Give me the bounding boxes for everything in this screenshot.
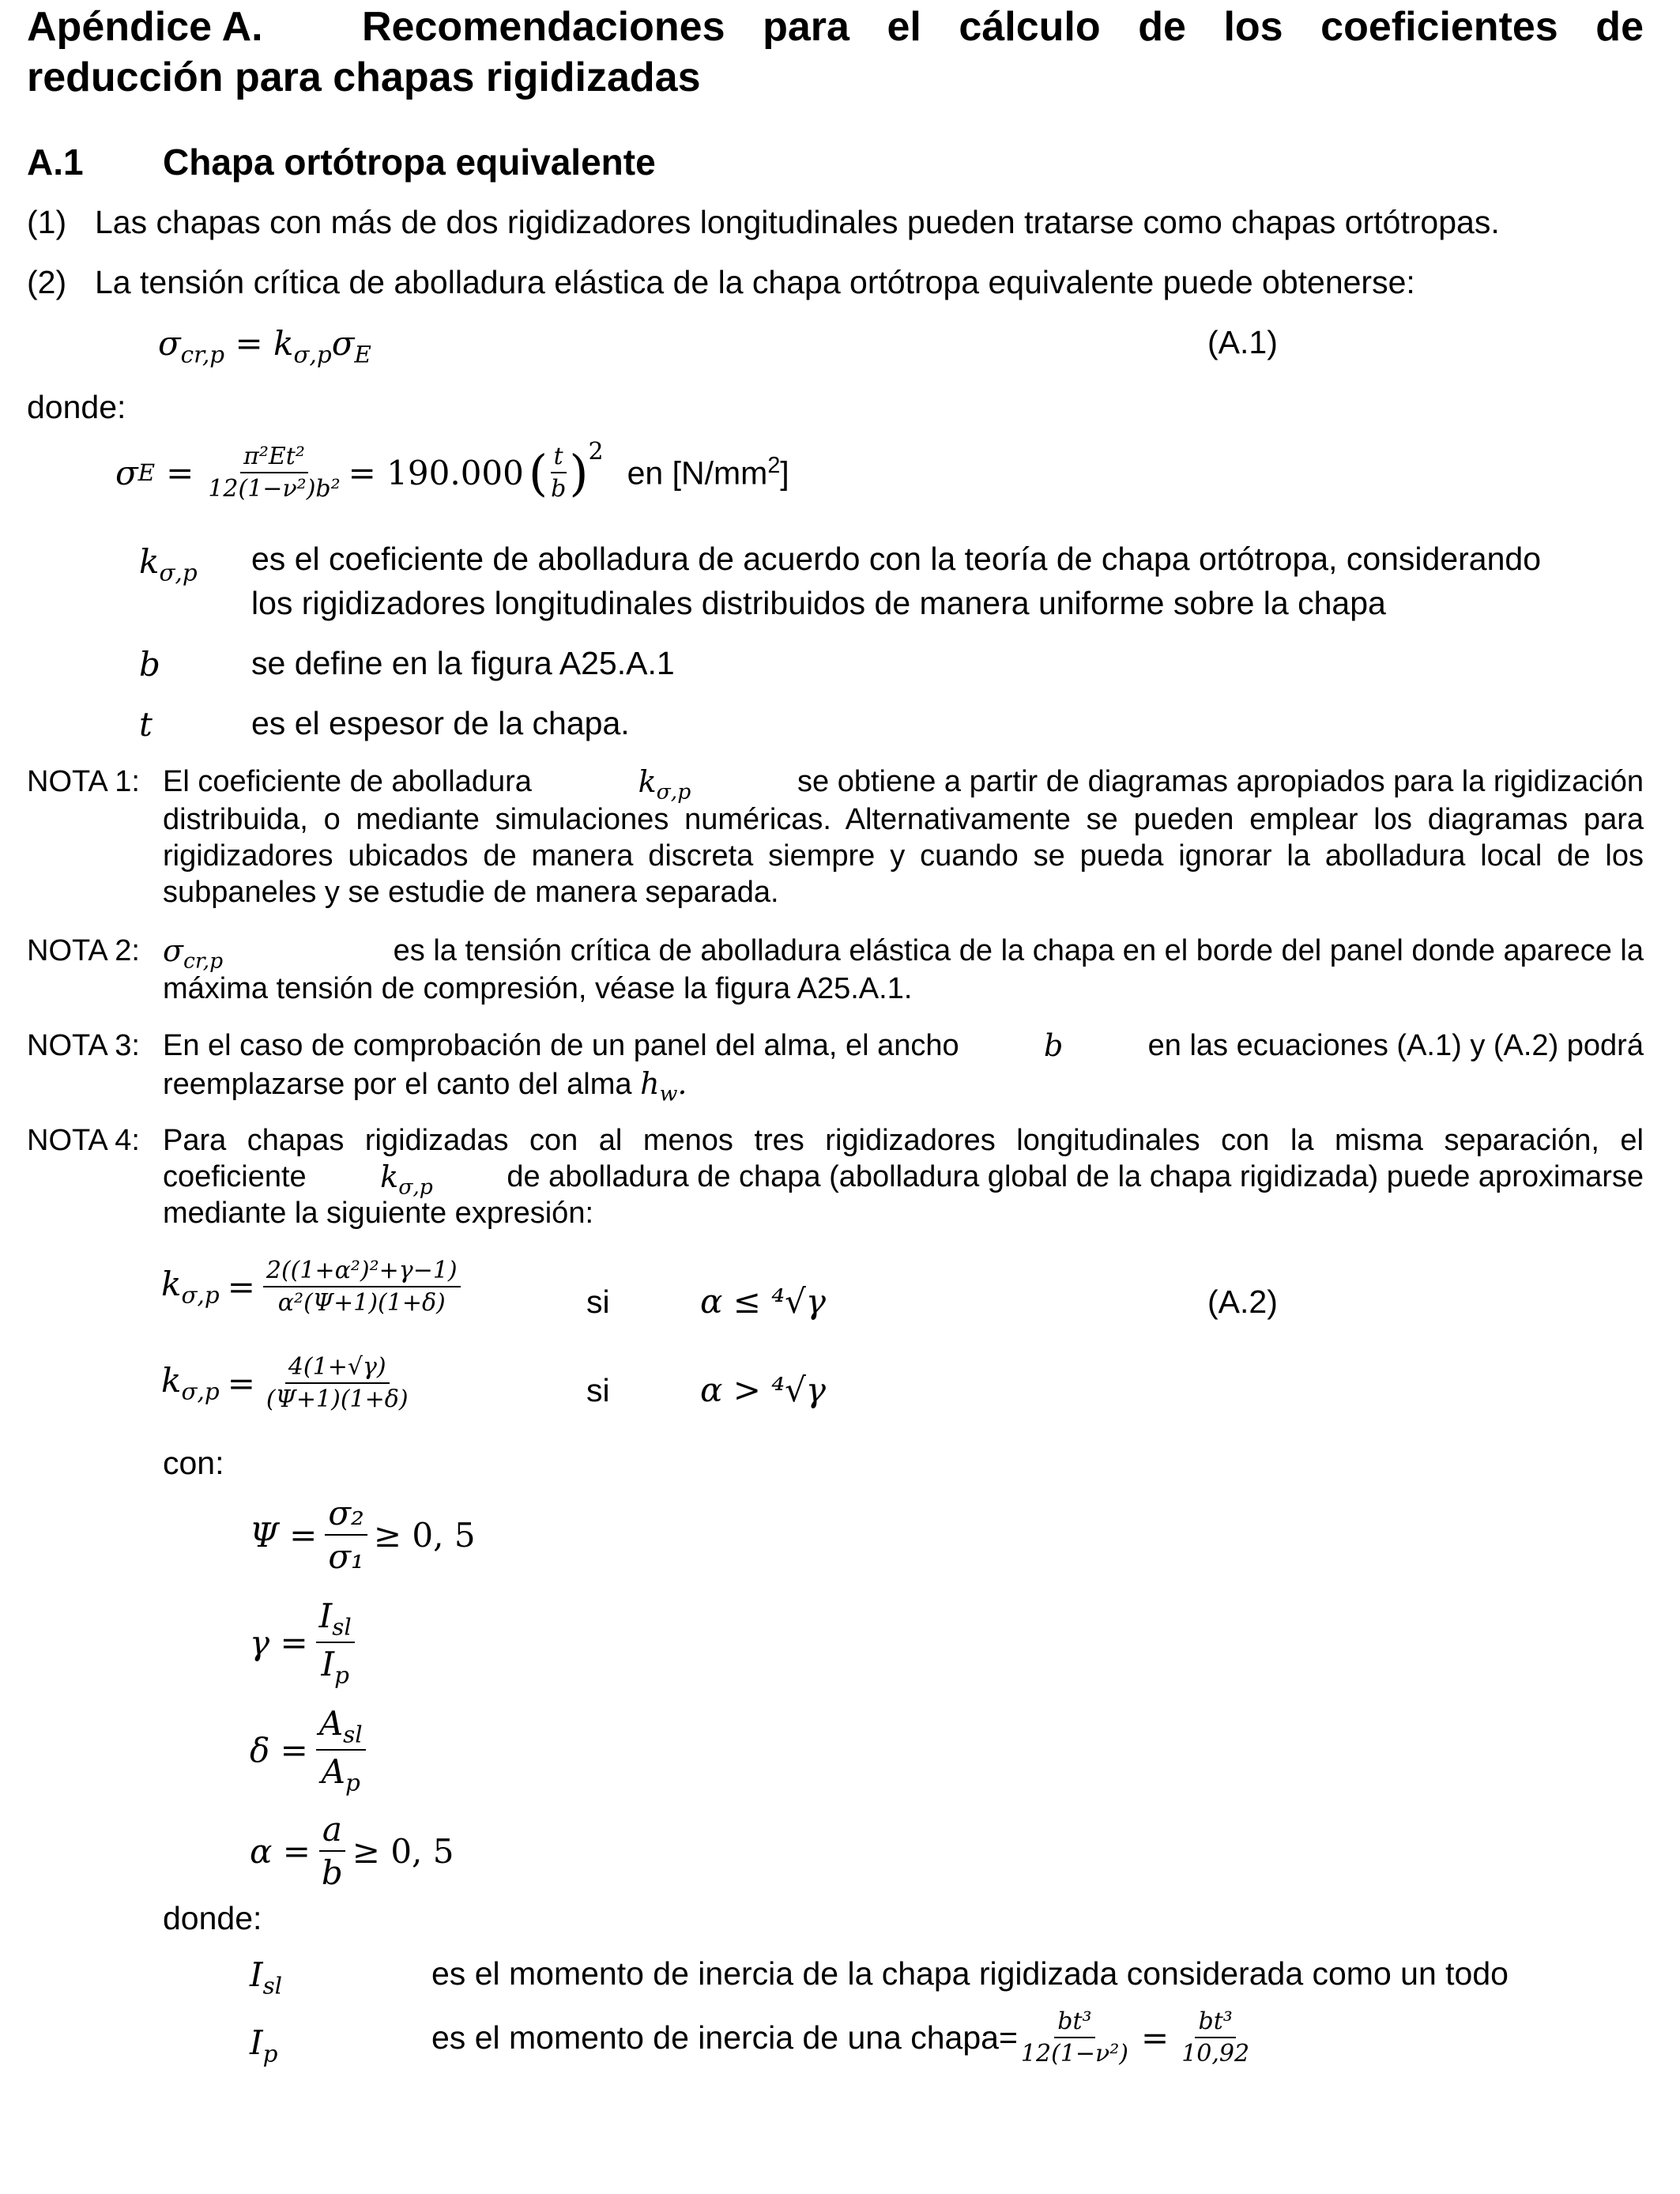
ip-fraction-2: $\frac{\text{bt³}}{10,92}$ <box>1181 2007 1250 2068</box>
alpha-fraction: $\frac{a}{b}$ <box>318 1810 346 1892</box>
note-2-line2: máxima tensión de compresión, véase la figura A25.A.1. <box>163 972 913 1005</box>
appendix-title-line2: reducción para chapas rigidizadas <box>27 55 701 100</box>
delta-definition: δ = $\frac{A_{sl}}{A_p}$ <box>250 1704 366 1796</box>
appendix-title-line1: Recomendaciones para el cálculo de los coeficientes de <box>362 4 1644 50</box>
note-3-line1: En el caso de comprobación de un panel del alma, el ancho b en las ecuaciones (A.1) y (A.2) podrá <box>163 1028 1644 1063</box>
note-1-line4: subpaneles y se estudie de manera separada. <box>163 876 779 909</box>
def-k-text-line1: es el coeficiente de abolladura de acuerdo con la teoría de chapa ortótropa, considerando <box>251 541 1542 577</box>
note-4-line1: Para chapas rigidizadas con al menos tres rigidizadores longitudinales con la misma separación, el <box>163 1124 1644 1157</box>
note-1-line3: rigidizadores ubicados de manera discreta siempre y cuando se pueda ignorar la abolladura local de los <box>163 839 1644 873</box>
equation-a2-tag: (A.2) <box>1207 1284 1278 1320</box>
def-t-text: es el espesor de la chapa. <box>251 705 630 741</box>
note-4-label: NOTA 4: <box>27 1124 140 1157</box>
paragraph-1-number: (1) <box>27 204 67 240</box>
donde-label-2: donde: <box>163 1900 262 1936</box>
note-1-label: NOTA 1: <box>27 765 140 798</box>
sigma-e-fraction: $\frac{\text{π²Et²}}{\text{12(1−ν²)b²}}$ <box>208 443 341 503</box>
t-over-b-fraction: $\frac{t}{b}$ <box>551 443 567 503</box>
equation-a2-row1-si: si <box>586 1284 610 1320</box>
def-t-symbol: t <box>139 705 153 744</box>
equation-a2-row2-fraction: $\frac{4(1+√\gamma)}{(\Psi+1)(1+\delta)}$ <box>266 1353 409 1413</box>
paragraph-1: Las chapas con más de dos rigidizadores longitudinales pueden tratarse como chapas ortótropas. <box>95 204 1500 240</box>
equation-a1-tag: (A.1) <box>1207 324 1278 360</box>
sigma-e-equation: σ E = $\frac{\text{π²Et²}}{\text{12(1−ν²)b²}}$ = 190.000 ( $\frac{t}{b}$ ) $^2$ en $[N/mm^2]$ <box>115 438 789 503</box>
def-b-text: se define en la figura A25.A.1 <box>251 645 675 681</box>
paragraph-2: La tensión crítica de abolladura elástica de la chapa ortótropa equivalente puede obtenerse: <box>95 264 1415 300</box>
equation-a2-row1-fraction: $\frac{\text{2((1+α²)²+γ−1)}}{\text{α²(Ψ+1)(1+δ)}}$ <box>263 1257 461 1317</box>
note-2-label: NOTA 2: <box>27 934 140 967</box>
note-4-line2: coeficiente $k_{\sigma,p}$ de abolladura de chapa (abolladura global de la chapa rigidizada) puede aproximarse <box>163 1159 1644 1200</box>
delta-fraction: $\frac{A_{sl}}{A_p}$ <box>316 1704 366 1796</box>
note-3-label: NOTA 3: <box>27 1029 140 1062</box>
equation-a2-row1: $k_{\sigma,p}$ = $\frac{\text{2((1+α²)²+γ−1)}}{\text{α²(Ψ+1)(1+δ)}}$ <box>161 1257 461 1317</box>
psi-fraction: $\frac{\text{σ₂}}{\text{σ₁}}$ <box>325 1494 367 1576</box>
equation-a2-row2-si: si <box>586 1372 610 1408</box>
equation-a2-row1-condition: α ≤ ⁴√γ <box>700 1282 826 1321</box>
def-ip-symbol: $I_p$ <box>250 2023 278 2068</box>
equation-a2-row2: $k_{\sigma,p}$ = $\frac{4(1+√\gamma)}{(\Psi+1)(1+\delta)}$ <box>161 1353 412 1413</box>
ip-fraction-1: $\frac{\text{bt³}}{\text{12(1−ν²)}}$ <box>1020 2007 1128 2068</box>
paragraph-2-number: (2) <box>27 264 67 300</box>
appendix-label: Apéndice A. <box>27 4 263 50</box>
psi-definition: Ψ = $\frac{\text{σ₂}}{\text{σ₁}}$ ≥ 0, 5 <box>250 1494 476 1576</box>
alpha-definition: α = $\frac{a}{b}$ ≥ 0, 5 <box>250 1810 454 1892</box>
def-isl-symbol: $I_{sl}$ <box>250 1955 283 2000</box>
section-number: A.1 <box>27 141 84 183</box>
section-title: Chapa ortótropa equivalente <box>163 141 656 183</box>
con-label: con: <box>163 1445 224 1481</box>
def-ip-text: es el momento de inercia de una chapa= $\frac{\text{bt³}}{\text{12(1−ν²)}}$ = $\frac{\text{bt³}}{10,92}$ <box>431 2007 1252 2068</box>
def-k-text-line2: los rigidizadores longitudinales distribuidos de manera uniforme sobre la chapa <box>251 585 1386 621</box>
note-3-line2: reemplazarse por el canto del alma $h_w$. <box>163 1066 687 1106</box>
def-k-symbol: $k_{\sigma,p}$ <box>139 542 198 586</box>
note-1-line1: El coeficiente de abolladura $k_{\sigma,p}$ se obtiene a partir de diagramas apropiados para la rigidización <box>163 764 1644 805</box>
note-1-line2: distribuida, o mediante simulaciones numéricas. Alternativamente se pueden emplear los diagramas para <box>163 803 1644 836</box>
donde-label-1: donde: <box>27 389 126 425</box>
equation-a1: $\sigma_{cr,p} = k_{\sigma,p}\sigma_E$ <box>158 324 371 368</box>
gamma-fraction: $\frac{I_{sl}}{I_p}$ <box>316 1596 355 1689</box>
gamma-definition: γ = $\frac{I_{sl}}{I_p}$ <box>250 1596 355 1689</box>
note-2-line1: $\sigma_{cr,p}$ es la tensión crítica de abolladura elástica de la chapa en el borde del panel donde aparece la <box>163 933 1644 974</box>
note-4-line3: mediante la siguiente expresión: <box>163 1197 594 1230</box>
def-isl-text: es el momento de inercia de la chapa rigidizada considerada como un todo <box>431 1955 1509 1992</box>
equation-a2-row2-condition: α > ⁴√γ <box>700 1370 826 1409</box>
def-b-symbol: b <box>139 645 160 684</box>
